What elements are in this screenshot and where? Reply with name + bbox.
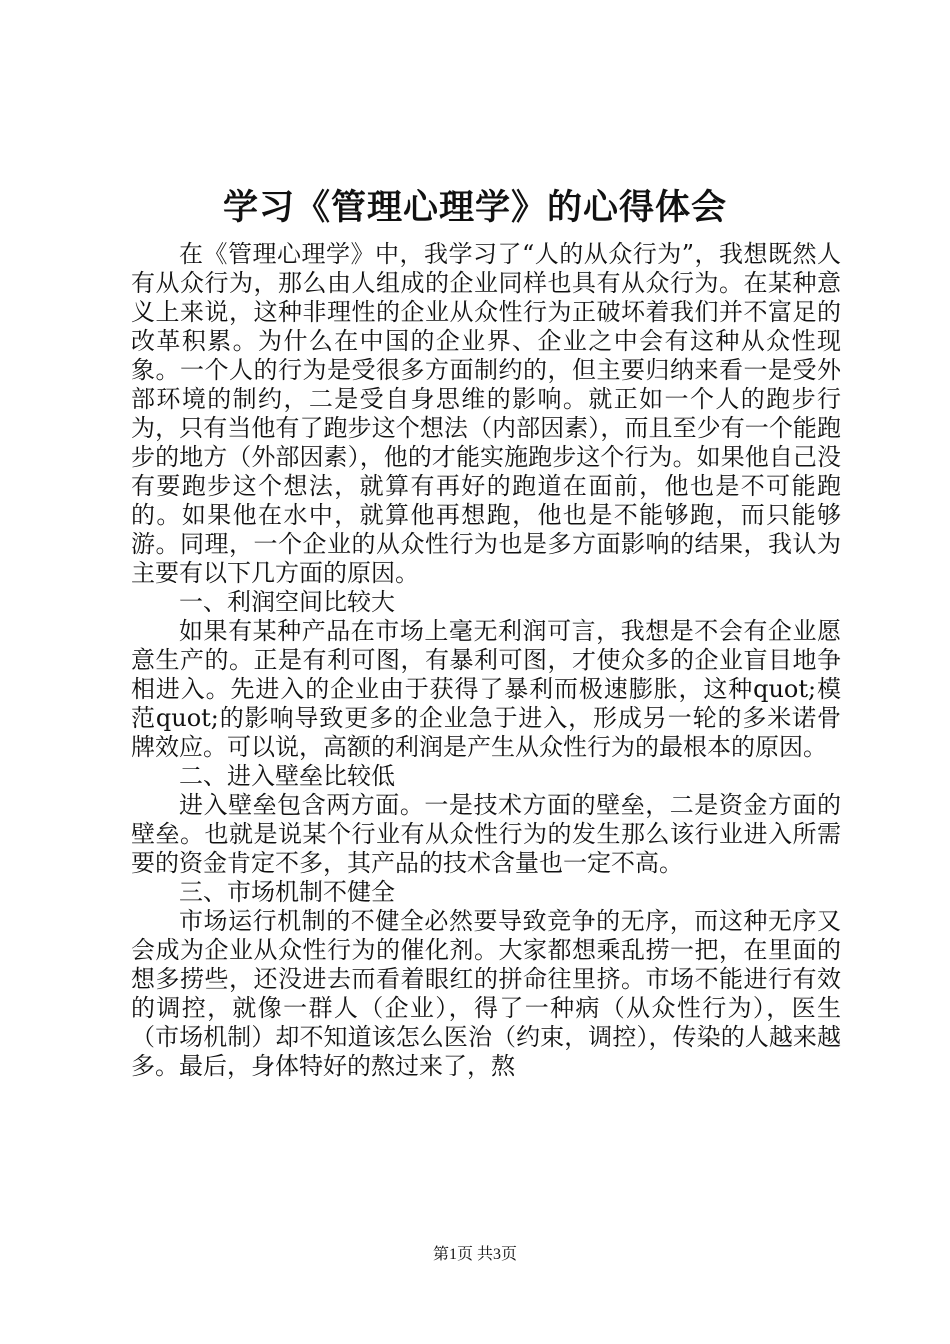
paragraph-intro: 在《管理心理学》中，我学习了“人的从众行为”，我想既然人有从众行为，那么由人组成的企业同样也具有从众行为。在某种意义上来说，这种非理性的企业从众性行为正破坏着我们并不富足的改革积累。为什么在中国的企业界、企业之中会有这种从众性现象。一个人的行为是受很多方面制约的，但主要归纳来看一是受外部环境的制约，二是受自身思维的影响。就正如一个人的跑步行为，只有当他有了跑步这个想法（内部因素），而且至少有一个能跑步的地方（外部因素），他的才能实施跑步这个行为。如果他自己没有要跑步这个想法，就算有再好的跑道在面前，他也是不可能跑的。如果他在水中，就算他再想跑，他也是不能够跑，而只能够游。同理，一个企业的从众性行为也是多方面影响的结果，我认为主要有以下几方面的原因。 bbox=[131, 240, 841, 587]
page-number-footer: 第1页 共3页 bbox=[432, 1246, 517, 1263]
paragraph-section-3: 市场运行机制的不健全必然要导致竞争的无序，而这种无序又会成为企业从众性行为的催化剂。大家都想乘乱捞一把，在里面的想多捞些，还没进去而看着眼红的拼命往里挤。市场不能进行有效的调控，就像一群人（企业），得了一种病（从众性行为），医生（市场机制）却不知道该怎么医治（约束，调控），传染的人越来越多。最后，身体特好的熬过来了，熬 bbox=[131, 907, 841, 1080]
paragraph-section-2: 进入壁垒包含两方面。一是技术方面的壁垒，二是资金方面的壁垒。也就是说某个行业有从众性行为的发生那么该行业进入所需要的资金肯定不多，其产品的技术含量也一定不高。 bbox=[131, 791, 841, 877]
document-title: 学习《管理心理学》的心得体会 bbox=[222, 187, 727, 228]
document-body bbox=[131, 240, 841, 1081]
paragraph-section-1: 如果有某种产品在市场上毫无利润可言，我想是不会有企业愿意生产的。正是有利可图，有暴利可图，才使众多的企业盲目地争相进入。先进入的企业由于获得了暴利而极速膨胀，这种quot;模范quot;的影响导致更多的企业急于进入，形成另一轮的多米诺骨牌效应。可以说，高额的利润是产生从众性行为的最根本的原因。 bbox=[131, 617, 841, 761]
section-heading-2: 二、进入壁垒比较低 bbox=[179, 762, 395, 790]
section-heading-1: 一、利润空间比较大 bbox=[179, 588, 395, 616]
section-heading-3: 三、市场机制不健全 bbox=[179, 878, 395, 906]
